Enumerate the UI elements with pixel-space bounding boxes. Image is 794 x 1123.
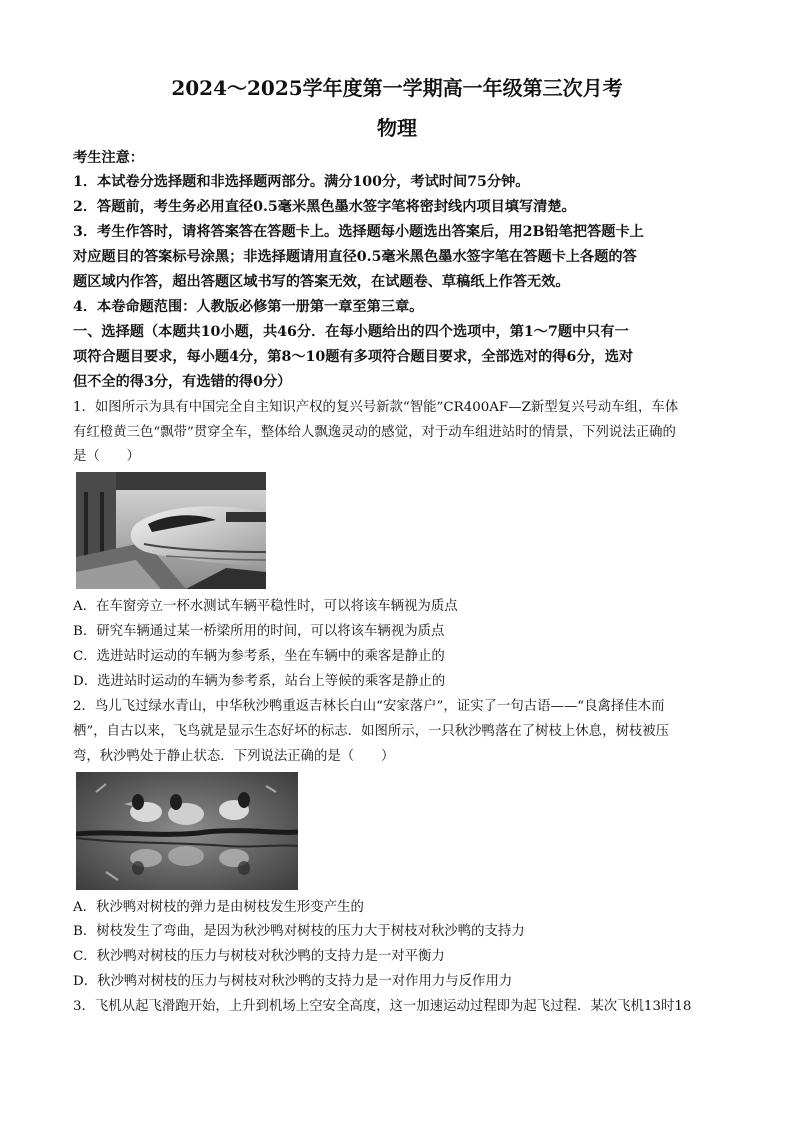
question-stem: 1．如图所示为具有中国完全自主知识产权的复兴号新款“智能”CR400AF—Z新型复兴号动车组，车体 [73, 400, 679, 415]
option-c: C．秋沙鸭对树枝的压力与树枝对秋沙鸭的支持力是一对平衡力 [73, 949, 445, 964]
exam-title: 2024～2025学年度第一学期高一年级第三次月考 [171, 76, 623, 100]
option-a: A．在车窗旁立一杯水测试车辆平稳性时，可以将该车辆视为质点 [73, 599, 458, 614]
train-photo [76, 472, 266, 589]
section-instructions: 但不全的得3分，有选错的得0分） [73, 374, 292, 390]
question-stem: 2．鸟儿飞过绿水青山，中华秋沙鸭重返吉林长白山“安家落户”，证实了一句古语——“良禽择佳木而 [73, 699, 665, 714]
notice-line: 题区域内作答，超出答题区域书写的答案无效，在试题卷、草稿纸上作答无效。 [73, 274, 570, 290]
question-stem: 有红橙黄三色“飘带”贯穿全车，整体给人飘逸灵动的感觉，对于动车组进站时的情景，下列说法正确的 [73, 425, 676, 440]
option-d: D．秋沙鸭对树枝的压力与树枝对秋沙鸭的支持力是一对作用力与反作用力 [73, 974, 513, 989]
notice-line: 对应题目的答案标号涂黑；非选择题请用直径0.5毫米黑色墨水签字笔在答题卡上各题的答 [73, 249, 637, 265]
question-stem: 3．飞机从起飞滑跑开始，上升到机场上空安全高度，这一加速运动过程即为起飞过程．某次飞机13时18 [73, 999, 692, 1014]
duck-photo [76, 772, 298, 890]
notice-line: 2．答题前，考生务必用直径0.5毫米黑色墨水签字笔将密封线内项目填写清楚。 [73, 199, 576, 215]
question-stem: 是（ ） [73, 449, 140, 464]
option-b: B．树枝发生了弯曲，是因为秋沙鸭对树枝的压力大于树枝对秋沙鸭的支持力 [73, 924, 525, 939]
notice-line: 4．本卷命题范围：人教版必修第一册第一章至第三章。 [73, 299, 424, 315]
option-a: A．秋沙鸭对树枝的弹力是由树枝发生形变产生的 [73, 900, 364, 915]
question-stem: 弯，秋沙鸭处于静止状态．下列说法正确的是（ ） [73, 749, 395, 764]
option-c: C．选进站时运动的车辆为参考系，坐在车辆中的乘客是静止的 [73, 649, 445, 664]
option-b: B．研究车辆通过某一桥梁所用的时间，可以将该车辆视为质点 [73, 624, 445, 639]
notice-heading: 考生注意： [73, 150, 144, 166]
exam-subject: 物理 [377, 116, 417, 140]
section-instructions: 项符合题目要求，每小题4分，第8～10题有多项符合题目要求，全部选对的得6分，选对 [73, 349, 634, 365]
question-stem: 栖”，自古以来，飞鸟就是显示生态好坏的标志．如图所示，一只秋沙鸭落在了树枝上休息，树枝被压 [73, 724, 670, 739]
notice-line: 1．本试卷分选择题和非选择题两部分。满分100分，考试时间75分钟。 [73, 174, 530, 190]
option-d: D．选进站时运动的车辆为参考系，站台上等候的乘客是静止的 [73, 674, 446, 689]
notice-line: 3．考生作答时，请将答案答在答题卡上。选择题每小题选出答案后，用2B铅笔把答题卡上 [73, 224, 644, 240]
section-instructions: 一、选择题（本题共10小题，共46分．在每小题给出的四个选项中，第1～7题中只有一 [73, 324, 629, 340]
